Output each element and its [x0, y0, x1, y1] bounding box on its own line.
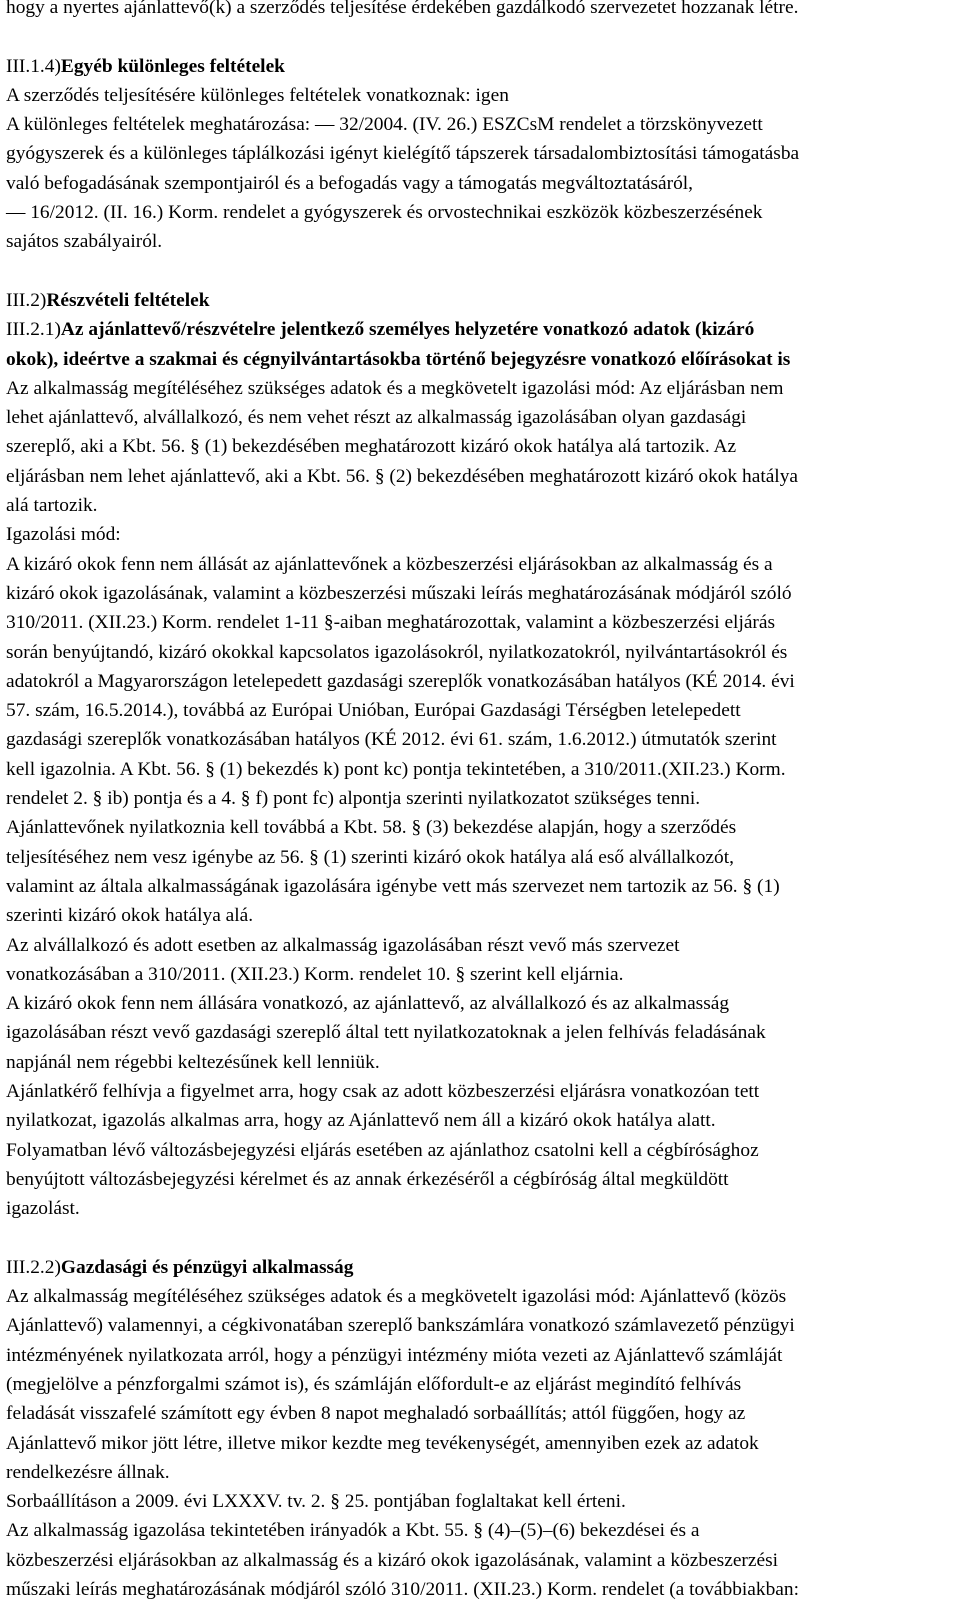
text-line: teljesítéséhez nem vesz igénybe az 56. § (1) szerinti kizáró okok hatálya alá eső alvállalkozót,: [6, 846, 734, 868]
section-body-personal-situation: [6, 374, 954, 1224]
text-line: Az alvállalkozó és adott esetben az alkalmasság igazolásában részt vevő más szervezet: [6, 934, 680, 956]
text-line: Az alkalmasság megítéléséhez szükséges adatok és a megkövetelt igazolási mód: Az eljárásban nem: [6, 377, 784, 399]
text-line: kizáró okok igazolásának, valamint a közbeszerzési műszaki leírás meghatározásának módjáról szóló: [6, 582, 792, 604]
text-line: — 16/2012. (II. 16.) Korm. rendelet a gyógyszerek és orvostechnikai eszközök közbeszerzésének: [6, 202, 763, 224]
text-line: Folyamatban lévő változásbejegyzési eljárás esetében az ajánlathoz csatolni kell a cégbírósághoz: [6, 1139, 759, 1161]
text-line: eljárásban nem lehet ajánlattevő, aki a Kbt. 56. § (2) bekezdésében meghatározott kizáró okok hatálya: [6, 465, 798, 487]
text-line: rendelkezésre állnak.: [6, 1461, 170, 1483]
text-line: való befogadásának szempontjairól és a befogadás vagy a támogatás megváltoztatásáról,: [6, 172, 694, 194]
text-line: kell igazolnia. A Kbt. 56. § (1) bekezdés k) pont kc) pontja tekintetében, a 310/2011.(XII.23.) Korm.: [6, 758, 786, 780]
text-line: (megjelölve a pénzforgalmi számot is), és számláján előfordult-e az eljárást megindító felhívás: [6, 1373, 742, 1395]
text-line: Az alkalmasság megítéléséhez szükséges adatok és a megkövetelt igazolási mód: Ajánlattevő (közös: [6, 1286, 787, 1308]
text-line: közbeszerzési eljárásokban az alkalmasság és a kizáró okok igazolásának, valamint a közbeszerzési: [6, 1549, 779, 1571]
text-line: szereplő, aki a Kbt. 56. § (1) bekezdésében meghatározott kizáró okok hatálya alá tartozik. Az: [6, 436, 737, 458]
text-line: igazolást.: [6, 1198, 80, 1220]
text-line: intézményének nyilatkozata arról, hogy a pénzügyi intézmény mióta vezeti az Ajánlattevő számláját: [6, 1344, 783, 1366]
text-line: igazolásában részt vevő gazdasági szereplő által tett nyilatkozatoknak a jelen felhívás feladásának: [6, 1022, 766, 1044]
section-number: III.2): [6, 289, 47, 311]
section-heading-special-conditions: [6, 52, 954, 81]
text-line: A kizáró okok fenn nem állását az ajánlattevőnek a közbeszerzési eljárásokban az alkalmasság és a: [6, 553, 773, 575]
section-number: III.2.1): [6, 319, 61, 341]
section-title: Részvételi feltételek: [46, 289, 210, 311]
text-line: A szerződés teljesítésére különleges feltételek vonatkoznak: igen: [6, 84, 509, 106]
text-line: rendelet 2. § ib) pontja és a 4. § f) pont fc) alpontja szerinti nyilatkozatot szükséges tenni.: [6, 788, 701, 810]
text-line: gyógyszerek és a különleges táplálkozási igényt kielégítő tápszerek társadalombiztosítási támogatásba: [6, 143, 800, 165]
text-line: A különleges feltételek meghatározása: — 32/2004. (IV. 26.) ESZCsM rendelet a törzskönyvezett: [6, 114, 763, 136]
text-line: napjánál nem régebbi keltezésűnek kell lenniük.: [6, 1051, 380, 1073]
text-line: alá tartozik.: [6, 495, 98, 517]
text-line: gazdasági szereplők vonatkozásában hatályos (KÉ 2012. évi 61. szám, 1.6.2012.) útmutatók szerint: [6, 729, 777, 751]
intro-line: hogy a nyertes ajánlattevő(k) a szerződés teljesítése érdekében gazdálkodó szervezetet hozzanak létre.: [6, 0, 799, 18]
section-title: Az ajánlattevő/részvételre jelentkező személyes helyzetére vonatkozó adatok (kizáró: [60, 319, 755, 341]
text-line: A kizáró okok fenn nem állására vonatkozó, az ajánlattevő, az alvállalkozó és az alkalmasság: [6, 993, 730, 1015]
spacer: [6, 257, 954, 286]
text-line: vonatkozásában a 310/2011. (XII.23.) Korm. rendelet 10. § szerint kell eljárnia.: [6, 963, 624, 985]
text-line: Ajánlattevő) valamennyi, a cégkivonatában szereplő bankszámlára vonatkozó számlavezető pénzügyi: [6, 1315, 795, 1337]
text-line: Igazolási mód:: [6, 524, 121, 546]
text-line: során benyújtandó, kizáró okokkal kapcsolatos igazolásokról, nyilatkozatokról, nyilvántartásokról és: [6, 641, 788, 663]
text-line: szerinti kizáró okok hatálya alá.: [6, 905, 254, 927]
section-heading-participation: [6, 286, 954, 315]
text-line: 310/2011. (XII.23.) Korm. rendelet 1-11 §-aiban meghatározottak, valamint a közbeszerzési eljárás: [6, 612, 776, 634]
section-number: III.1.4): [6, 55, 61, 77]
text-line: 57. szám, 16.5.2014.), továbbá az Európai Unióban, Európai Gazdasági Térségben letelepedett: [6, 700, 741, 722]
spacer: [6, 1223, 954, 1252]
spacer: [6, 22, 954, 51]
text-line: Az alkalmasság igazolása tekintetében irányadók a Kbt. 55. § (4)–(5)–(6) bekezdései és a: [6, 1520, 700, 1542]
text-line: benyújtott változásbejegyzési kérelmet és az annak érkezéséről a cégbíróság által megküldött: [6, 1168, 729, 1190]
section-number: III.2.2): [6, 1256, 61, 1278]
section-heading-economic: [6, 1253, 954, 1282]
text-line: Ajánlattevőnek nyilatkoznia kell továbbá a Kbt. 58. § (3) bekezdése alapján, hogy a szerződés: [6, 817, 737, 839]
section-heading-personal-situation: [6, 315, 954, 344]
text-line: adatokról a Magyarországon letelepedett gazdasági szereplők vonatkozásában hatályos (KÉ 2014. évi: [6, 670, 795, 692]
text-line: Sorbaállításon a 2009. évi LXXXV. tv. 2. § 25. pontjában foglaltakat kell érteni.: [6, 1491, 626, 1513]
text-line: nyilatkozat, igazolás alkalmas arra, hogy az Ajánlattevő nem áll a kizáró okok hatálya alatt.: [6, 1110, 716, 1132]
section-title: Gazdasági és pénzügyi alkalmasság: [60, 1256, 354, 1278]
text-line: lehet ajánlattevő, alvállalkozó, és nem vehet részt az alkalmasság igazolásában olyan gazdasági: [6, 407, 747, 429]
text-line: valamint az általa alkalmasságának igazolására igénybe vett más szervezet nem tartozik az 56. § (1): [6, 875, 780, 897]
section-title: Egyéb különleges feltételek: [60, 55, 285, 77]
text-line: feladását visszafelé számított egy évben 8 napot meghaladó sorbaállítás; attól függően, hogy az: [6, 1403, 746, 1425]
text-line: Ajánlatkérő felhívja a figyelmet arra, hogy csak az adott közbeszerzési eljárásra vonatkozóan tett: [6, 1080, 760, 1102]
section-title-continued: okok), ideértve a szakmai és cégnyilvántartásokba történő bejegyzésre vonatkozó előírásokat is: [6, 348, 791, 370]
text-line: sajátos szabályairól.: [6, 231, 163, 253]
section-body-economic: [6, 1282, 954, 1604]
text-line: Ajánlattevő mikor jött létre, illetve mikor kezdte meg tevékenységét, amennyiben ezek az adatok: [6, 1432, 759, 1454]
text-line: műszaki leírás meghatározásának módjáról szóló 310/2011. (XII.23.) Korm. rendelet (a továbbiakban:: [6, 1579, 799, 1601]
